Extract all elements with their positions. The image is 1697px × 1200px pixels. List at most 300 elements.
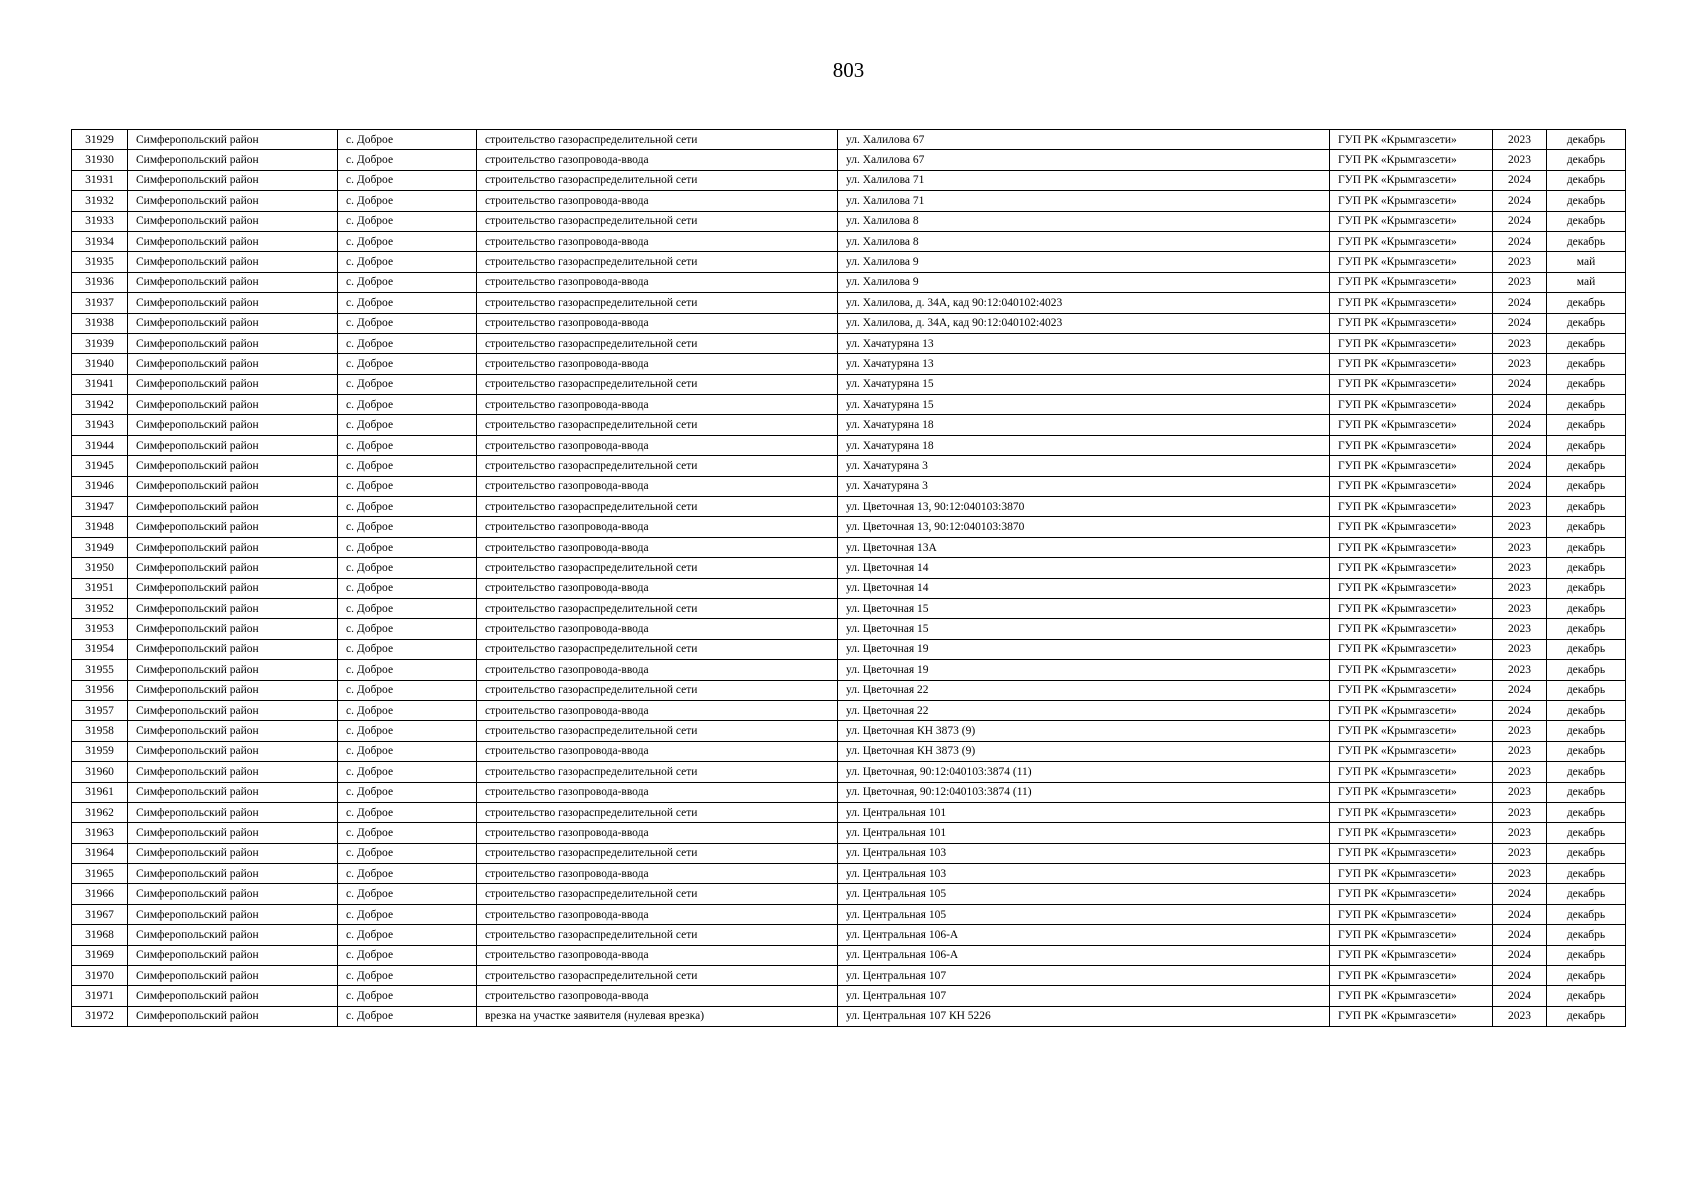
cell-address: ул. Хачатуряна 15 (838, 395, 1330, 415)
cell-district: Симферопольский район (128, 904, 338, 924)
cell-district: Симферопольский район (128, 823, 338, 843)
cell-settlement: с. Доброе (338, 578, 477, 598)
cell-district: Симферопольский район (128, 517, 338, 537)
table-row (72, 476, 1626, 496)
cell-month: декабрь (1547, 191, 1626, 211)
cell-address: ул. Цветочная 13А (838, 537, 1330, 557)
cell-district: Симферопольский район (128, 680, 338, 700)
cell-year: 2023 (1493, 762, 1547, 782)
cell-work-type: строительство газораспределительной сети (477, 293, 838, 313)
cell-organization: ГУП РК «Крымгазсети» (1330, 211, 1493, 231)
cell-district: Симферопольский район (128, 864, 338, 884)
cell-row-number: 31946 (72, 476, 128, 496)
cell-district: Симферопольский район (128, 700, 338, 720)
cell-month: декабрь (1547, 721, 1626, 741)
cell-settlement: с. Доброе (338, 170, 477, 190)
cell-address: ул. Хачатуряна 13 (838, 354, 1330, 374)
cell-row-number: 31960 (72, 762, 128, 782)
table-row (72, 415, 1626, 435)
cell-district: Симферопольский район (128, 884, 338, 904)
cell-row-number: 31949 (72, 537, 128, 557)
table-row (72, 293, 1626, 313)
cell-month: декабрь (1547, 517, 1626, 537)
cell-district: Симферопольский район (128, 966, 338, 986)
table-row (72, 925, 1626, 945)
cell-settlement: с. Доброе (338, 843, 477, 863)
cell-month: декабрь (1547, 374, 1626, 394)
cell-year: 2023 (1493, 721, 1547, 741)
cell-organization: ГУП РК «Крымгазсети» (1330, 354, 1493, 374)
data-table (71, 129, 1626, 1027)
cell-row-number: 31972 (72, 1006, 128, 1026)
cell-district: Симферопольский район (128, 333, 338, 353)
cell-organization: ГУП РК «Крымгазсети» (1330, 456, 1493, 476)
cell-district: Симферопольский район (128, 782, 338, 802)
cell-row-number: 31956 (72, 680, 128, 700)
cell-work-type: строительство газораспределительной сети (477, 497, 838, 517)
cell-month: декабрь (1547, 170, 1626, 190)
table-row (72, 864, 1626, 884)
cell-address: ул. Цветочная, 90:12:040103:3874 (11) (838, 782, 1330, 802)
cell-organization: ГУП РК «Крымгазсети» (1330, 884, 1493, 904)
cell-organization: ГУП РК «Крымгазсети» (1330, 1006, 1493, 1026)
table-row (72, 211, 1626, 231)
cell-row-number: 31942 (72, 395, 128, 415)
cell-district: Симферопольский район (128, 130, 338, 150)
cell-work-type: строительство газопровода-ввода (477, 476, 838, 496)
table-row (72, 497, 1626, 517)
cell-district: Симферопольский район (128, 354, 338, 374)
cell-month: декабрь (1547, 945, 1626, 965)
table-row (72, 252, 1626, 272)
table-row (72, 904, 1626, 924)
cell-address: ул. Цветочная 22 (838, 680, 1330, 700)
cell-work-type: строительство газопровода-ввода (477, 823, 838, 843)
cell-settlement: с. Доброе (338, 537, 477, 557)
cell-year: 2023 (1493, 497, 1547, 517)
cell-row-number: 31959 (72, 741, 128, 761)
cell-district: Симферопольский район (128, 1006, 338, 1026)
cell-work-type: строительство газораспределительной сети (477, 415, 838, 435)
cell-work-type: строительство газораспределительной сети (477, 211, 838, 231)
cell-settlement: с. Доброе (338, 252, 477, 272)
cell-address: ул. Цветочная 15 (838, 598, 1330, 618)
cell-address: ул. Хачатуряна 15 (838, 374, 1330, 394)
cell-month: декабрь (1547, 762, 1626, 782)
table-row (72, 884, 1626, 904)
cell-address: ул. Центральная 106-А (838, 925, 1330, 945)
cell-year: 2023 (1493, 537, 1547, 557)
cell-row-number: 31947 (72, 497, 128, 517)
cell-district: Симферопольский район (128, 843, 338, 863)
cell-settlement: с. Доброе (338, 904, 477, 924)
cell-year: 2023 (1493, 660, 1547, 680)
cell-work-type: строительство газораспределительной сети (477, 966, 838, 986)
cell-year: 2023 (1493, 639, 1547, 659)
cell-address: ул. Центральная 106-А (838, 945, 1330, 965)
cell-district: Симферопольский район (128, 476, 338, 496)
cell-organization: ГУП РК «Крымгазсети» (1330, 782, 1493, 802)
table-row (72, 823, 1626, 843)
cell-month: декабрь (1547, 660, 1626, 680)
cell-work-type: строительство газопровода-ввода (477, 435, 838, 455)
cell-address: ул. Хачатуряна 13 (838, 333, 1330, 353)
cell-work-type: строительство газораспределительной сети (477, 884, 838, 904)
cell-month: декабрь (1547, 802, 1626, 822)
cell-organization: ГУП РК «Крымгазсети» (1330, 537, 1493, 557)
cell-address: ул. Халилова 71 (838, 191, 1330, 211)
cell-address: ул. Халилова 67 (838, 130, 1330, 150)
cell-district: Симферопольский район (128, 191, 338, 211)
cell-settlement: с. Доброе (338, 864, 477, 884)
cell-row-number: 31948 (72, 517, 128, 537)
cell-district: Симферопольский район (128, 415, 338, 435)
cell-work-type: строительство газораспределительной сети (477, 721, 838, 741)
cell-settlement: с. Доброе (338, 211, 477, 231)
cell-month: декабрь (1547, 986, 1626, 1006)
cell-row-number: 31967 (72, 904, 128, 924)
cell-row-number: 31958 (72, 721, 128, 741)
cell-row-number: 31931 (72, 170, 128, 190)
cell-work-type: строительство газопровода-ввода (477, 272, 838, 292)
cell-district: Симферопольский район (128, 619, 338, 639)
cell-year: 2023 (1493, 578, 1547, 598)
table-row (72, 700, 1626, 720)
cell-settlement: с. Доброе (338, 191, 477, 211)
cell-settlement: с. Доброе (338, 415, 477, 435)
cell-address: ул. Цветочная, 90:12:040103:3874 (11) (838, 762, 1330, 782)
cell-settlement: с. Доброе (338, 966, 477, 986)
cell-organization: ГУП РК «Крымгазсети» (1330, 680, 1493, 700)
cell-address: ул. Цветочная 15 (838, 619, 1330, 639)
table-row (72, 150, 1626, 170)
cell-month: декабрь (1547, 293, 1626, 313)
cell-organization: ГУП РК «Крымгазсети» (1330, 191, 1493, 211)
cell-address: ул. Центральная 103 (838, 864, 1330, 884)
cell-year: 2023 (1493, 252, 1547, 272)
cell-district: Симферопольский район (128, 741, 338, 761)
cell-year: 2024 (1493, 700, 1547, 720)
cell-year: 2024 (1493, 904, 1547, 924)
cell-year: 2024 (1493, 313, 1547, 333)
cell-organization: ГУП РК «Крымгазсети» (1330, 313, 1493, 333)
cell-district: Симферопольский район (128, 986, 338, 1006)
cell-row-number: 31929 (72, 130, 128, 150)
cell-month: декабрь (1547, 782, 1626, 802)
cell-row-number: 31940 (72, 354, 128, 374)
cell-settlement: с. Доброе (338, 660, 477, 680)
cell-organization: ГУП РК «Крымгазсети» (1330, 272, 1493, 292)
cell-organization: ГУП РК «Крымгазсети» (1330, 130, 1493, 150)
table-row (72, 762, 1626, 782)
cell-year: 2023 (1493, 823, 1547, 843)
cell-row-number: 31966 (72, 884, 128, 904)
cell-work-type: строительство газораспределительной сети (477, 639, 838, 659)
cell-row-number: 31962 (72, 802, 128, 822)
cell-settlement: с. Доброе (338, 150, 477, 170)
cell-district: Симферопольский район (128, 211, 338, 231)
cell-organization: ГУП РК «Крымгазсети» (1330, 170, 1493, 190)
table-row (72, 537, 1626, 557)
cell-settlement: с. Доброе (338, 700, 477, 720)
cell-address: ул. Цветочная 19 (838, 639, 1330, 659)
cell-work-type: строительство газопровода-ввода (477, 517, 838, 537)
cell-year: 2023 (1493, 843, 1547, 863)
cell-organization: ГУП РК «Крымгазсети» (1330, 966, 1493, 986)
cell-settlement: с. Доброе (338, 395, 477, 415)
cell-row-number: 31950 (72, 558, 128, 578)
cell-address: ул. Цветочная 14 (838, 578, 1330, 598)
cell-settlement: с. Доброе (338, 231, 477, 251)
table-row (72, 272, 1626, 292)
cell-settlement: с. Доброе (338, 456, 477, 476)
table-row (72, 802, 1626, 822)
cell-row-number: 31941 (72, 374, 128, 394)
cell-work-type: строительство газораспределительной сети (477, 762, 838, 782)
cell-organization: ГУП РК «Крымгазсети» (1330, 558, 1493, 578)
table-row (72, 619, 1626, 639)
cell-month: май (1547, 252, 1626, 272)
cell-organization: ГУП РК «Крымгазсети» (1330, 476, 1493, 496)
cell-organization: ГУП РК «Крымгазсети» (1330, 619, 1493, 639)
cell-district: Симферопольский район (128, 802, 338, 822)
cell-district: Симферопольский район (128, 374, 338, 394)
cell-work-type: строительство газораспределительной сети (477, 558, 838, 578)
cell-address: ул. Цветочная 19 (838, 660, 1330, 680)
cell-month: декабрь (1547, 823, 1626, 843)
cell-district: Симферопольский район (128, 537, 338, 557)
cell-district: Симферопольский район (128, 395, 338, 415)
cell-address: ул. Центральная 107 (838, 986, 1330, 1006)
cell-work-type: строительство газораспределительной сети (477, 252, 838, 272)
cell-settlement: с. Доброе (338, 823, 477, 843)
cell-work-type: строительство газопровода-ввода (477, 619, 838, 639)
cell-month: декабрь (1547, 231, 1626, 251)
cell-district: Симферопольский район (128, 435, 338, 455)
cell-year: 2023 (1493, 130, 1547, 150)
table-body (72, 130, 1626, 1027)
cell-address: ул. Центральная 105 (838, 884, 1330, 904)
cell-month: декабрь (1547, 456, 1626, 476)
cell-work-type: строительство газораспределительной сети (477, 333, 838, 353)
cell-year: 2024 (1493, 966, 1547, 986)
table-row (72, 170, 1626, 190)
table-row (72, 721, 1626, 741)
cell-month: декабрь (1547, 925, 1626, 945)
cell-address: ул. Центральная 103 (838, 843, 1330, 863)
cell-row-number: 31969 (72, 945, 128, 965)
cell-row-number: 31939 (72, 333, 128, 353)
cell-district: Симферопольский район (128, 639, 338, 659)
table-row (72, 945, 1626, 965)
cell-year: 2023 (1493, 598, 1547, 618)
cell-month: декабрь (1547, 333, 1626, 353)
cell-month: декабрь (1547, 578, 1626, 598)
cell-organization: ГУП РК «Крымгазсети» (1330, 721, 1493, 741)
cell-district: Симферопольский район (128, 252, 338, 272)
table-row (72, 598, 1626, 618)
cell-organization: ГУП РК «Крымгазсети» (1330, 293, 1493, 313)
cell-settlement: с. Доброе (338, 272, 477, 292)
cell-month: декабрь (1547, 211, 1626, 231)
cell-year: 2024 (1493, 435, 1547, 455)
table-row (72, 782, 1626, 802)
cell-address: ул. Хачатуряна 3 (838, 476, 1330, 496)
cell-work-type: строительство газораспределительной сети (477, 925, 838, 945)
cell-organization: ГУП РК «Крымгазсети» (1330, 843, 1493, 863)
cell-work-type: строительство газораспределительной сети (477, 598, 838, 618)
cell-year: 2023 (1493, 619, 1547, 639)
cell-year: 2024 (1493, 476, 1547, 496)
cell-year: 2023 (1493, 741, 1547, 761)
cell-year: 2024 (1493, 925, 1547, 945)
cell-row-number: 31955 (72, 660, 128, 680)
cell-organization: ГУП РК «Крымгазсети» (1330, 374, 1493, 394)
table-row (72, 558, 1626, 578)
cell-district: Симферопольский район (128, 558, 338, 578)
table-row (72, 456, 1626, 476)
cell-month: декабрь (1547, 700, 1626, 720)
cell-row-number: 31951 (72, 578, 128, 598)
cell-row-number: 31952 (72, 598, 128, 618)
cell-work-type: строительство газопровода-ввода (477, 782, 838, 802)
cell-work-type: строительство газопровода-ввода (477, 354, 838, 374)
cell-row-number: 31957 (72, 700, 128, 720)
cell-address: ул. Цветочная 22 (838, 700, 1330, 720)
cell-organization: ГУП РК «Крымгазсети» (1330, 945, 1493, 965)
cell-year: 2023 (1493, 272, 1547, 292)
cell-district: Симферопольский район (128, 456, 338, 476)
cell-row-number: 31964 (72, 843, 128, 863)
cell-address: ул. Халилова 9 (838, 272, 1330, 292)
cell-organization: ГУП РК «Крымгазсети» (1330, 639, 1493, 659)
cell-settlement: с. Доброе (338, 802, 477, 822)
cell-address: ул. Халилова 67 (838, 150, 1330, 170)
cell-organization: ГУП РК «Крымгазсети» (1330, 864, 1493, 884)
cell-month: декабрь (1547, 639, 1626, 659)
cell-year: 2024 (1493, 395, 1547, 415)
cell-row-number: 31930 (72, 150, 128, 170)
cell-year: 2024 (1493, 456, 1547, 476)
cell-organization: ГУП РК «Крымгазсети» (1330, 660, 1493, 680)
cell-work-type: строительство газопровода-ввода (477, 986, 838, 1006)
table-row (72, 639, 1626, 659)
table-row (72, 231, 1626, 251)
table-row (72, 374, 1626, 394)
cell-settlement: с. Доброе (338, 130, 477, 150)
cell-settlement: с. Доброе (338, 680, 477, 700)
cell-address: ул. Хачатуряна 18 (838, 415, 1330, 435)
cell-month: декабрь (1547, 680, 1626, 700)
cell-settlement: с. Доброе (338, 721, 477, 741)
cell-row-number: 31953 (72, 619, 128, 639)
cell-work-type: строительство газопровода-ввода (477, 864, 838, 884)
cell-organization: ГУП РК «Крымгазсети» (1330, 150, 1493, 170)
cell-month: декабрь (1547, 558, 1626, 578)
cell-year: 2023 (1493, 558, 1547, 578)
cell-district: Симферопольский район (128, 945, 338, 965)
cell-settlement: с. Доброе (338, 1006, 477, 1026)
cell-organization: ГУП РК «Крымгазсети» (1330, 925, 1493, 945)
table-row (72, 660, 1626, 680)
cell-settlement: с. Доброе (338, 293, 477, 313)
table-row (72, 517, 1626, 537)
cell-row-number: 31935 (72, 252, 128, 272)
cell-address: ул. Центральная 101 (838, 802, 1330, 822)
cell-organization: ГУП РК «Крымгазсети» (1330, 395, 1493, 415)
cell-month: декабрь (1547, 619, 1626, 639)
cell-address: ул. Хачатуряна 3 (838, 456, 1330, 476)
cell-organization: ГУП РК «Крымгазсети» (1330, 986, 1493, 1006)
cell-year: 2024 (1493, 293, 1547, 313)
cell-work-type: строительство газопровода-ввода (477, 660, 838, 680)
cell-district: Симферопольский район (128, 578, 338, 598)
cell-work-type: строительство газопровода-ввода (477, 945, 838, 965)
table-row (72, 313, 1626, 333)
cell-settlement: с. Доброе (338, 354, 477, 374)
cell-address: ул. Центральная 107 КН 5226 (838, 1006, 1330, 1026)
cell-district: Симферопольский район (128, 925, 338, 945)
cell-district: Симферопольский район (128, 272, 338, 292)
cell-organization: ГУП РК «Крымгазсети» (1330, 578, 1493, 598)
table-row (72, 680, 1626, 700)
cell-settlement: с. Доброе (338, 313, 477, 333)
cell-year: 2024 (1493, 170, 1547, 190)
cell-month: декабрь (1547, 476, 1626, 496)
cell-work-type: строительство газопровода-ввода (477, 191, 838, 211)
cell-address: ул. Халилова, д. 34А, кад 90:12:040102:4023 (838, 293, 1330, 313)
cell-settlement: с. Доброе (338, 435, 477, 455)
cell-settlement: с. Доброе (338, 986, 477, 1006)
cell-row-number: 31932 (72, 191, 128, 211)
cell-month: декабрь (1547, 741, 1626, 761)
cell-work-type: строительство газопровода-ввода (477, 904, 838, 924)
cell-month: декабрь (1547, 435, 1626, 455)
cell-row-number: 31937 (72, 293, 128, 313)
cell-organization: ГУП РК «Крымгазсети» (1330, 598, 1493, 618)
cell-address: ул. Цветочная КН 3873 (9) (838, 741, 1330, 761)
cell-address: ул. Центральная 107 (838, 966, 1330, 986)
page-number: 803 (832, 58, 865, 82)
cell-year: 2023 (1493, 333, 1547, 353)
cell-year: 2023 (1493, 354, 1547, 374)
table-row (72, 395, 1626, 415)
cell-year: 2024 (1493, 231, 1547, 251)
cell-month: декабрь (1547, 966, 1626, 986)
cell-organization: ГУП РК «Крымгазсети» (1330, 802, 1493, 822)
cell-row-number: 31944 (72, 435, 128, 455)
cell-settlement: с. Доброе (338, 333, 477, 353)
cell-work-type: строительство газораспределительной сети (477, 843, 838, 863)
cell-organization: ГУП РК «Крымгазсети» (1330, 762, 1493, 782)
cell-settlement: с. Доброе (338, 476, 477, 496)
cell-settlement: с. Доброе (338, 639, 477, 659)
cell-row-number: 31963 (72, 823, 128, 843)
cell-month: декабрь (1547, 1006, 1626, 1026)
cell-address: ул. Цветочная 14 (838, 558, 1330, 578)
cell-row-number: 31961 (72, 782, 128, 802)
cell-work-type: строительство газораспределительной сети (477, 130, 838, 150)
cell-organization: ГУП РК «Крымгазсети» (1330, 904, 1493, 924)
cell-year: 2023 (1493, 517, 1547, 537)
cell-year: 2024 (1493, 374, 1547, 394)
cell-year: 2024 (1493, 884, 1547, 904)
cell-settlement: с. Доброе (338, 619, 477, 639)
cell-row-number: 31936 (72, 272, 128, 292)
cell-settlement: с. Доброе (338, 945, 477, 965)
cell-month: декабрь (1547, 904, 1626, 924)
cell-month: декабрь (1547, 415, 1626, 435)
